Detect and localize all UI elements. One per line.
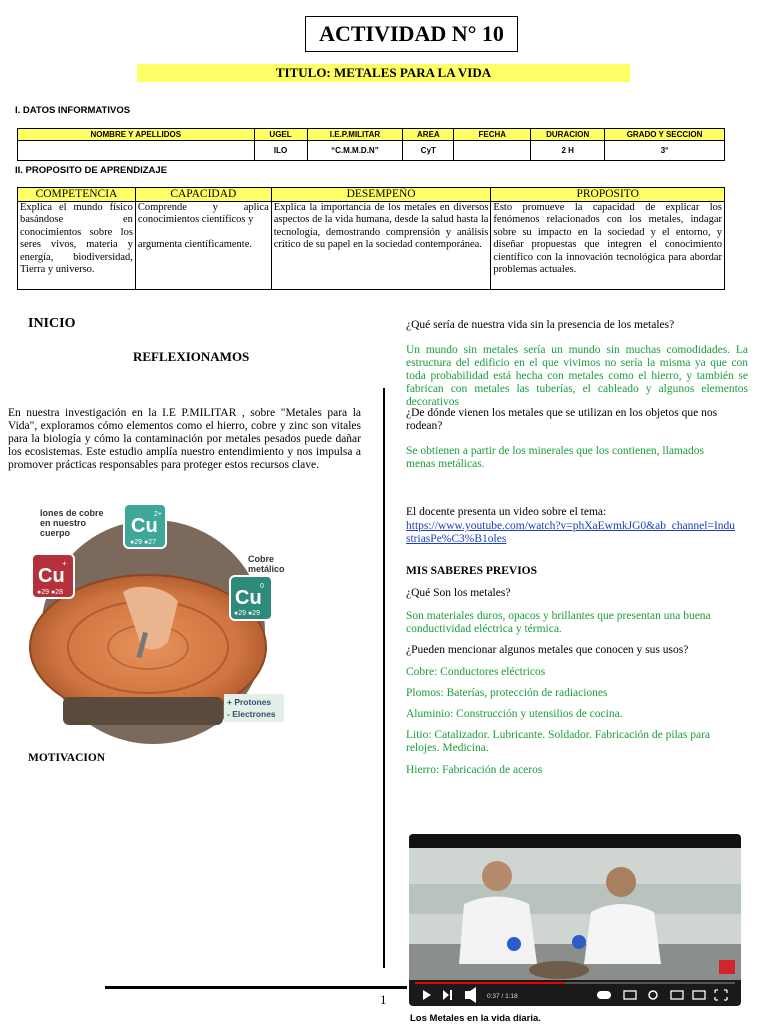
answer-3: Son materiales duros, opacos y brillantes que presentan una buena conductividad eléctrica y térmica.	[406, 610, 711, 635]
info-value-cell: ILO	[254, 141, 307, 161]
intro-paragraph: En nuestra investigación en la I.E P.MILITAR , sobre "Metales para la Vida", exploramos cómo elementos como el hierro, cobre y zinc son vitales para la biología y cómo la contaminación por metales pesados puede dañar los ecosistemas. Este estudio amplía nuestro entendimiento y nos impulsa a promover prácticas responsables para proteger estos recursos clave.	[8, 407, 361, 471]
footer-rule	[105, 986, 407, 989]
info-table-value-row	[18, 141, 725, 161]
motivacion-heading: MOTIVACION	[28, 752, 106, 764]
comp-header-row	[18, 188, 725, 202]
video-link[interactable]: https://www.youtube.com/watch?v=phXaEwmkJG0&ab_channel=IndustriasPe%C3%B1oles	[406, 520, 736, 545]
info-value-cell: 2 H	[531, 141, 605, 161]
info-header-cell: GRADO Y SECCION	[605, 129, 725, 141]
competencias-table	[17, 187, 725, 290]
info-table-header-row	[18, 129, 725, 141]
comp-header-cell: COMPETENCIA	[18, 188, 136, 202]
desempeno-cell: Explica la importancia de los metales en diversos aspectos de la vida humana, desde la salud hasta la tecnología, demostrando comprensión y análisis crítico de su papel en la sociedad contemporánea.	[271, 201, 491, 289]
info-header-cell: I.E.P.MILITAR	[307, 129, 403, 141]
metal-use-item: Cobre: Conductores eléctricos	[406, 666, 546, 678]
inicio-heading: INICIO	[28, 316, 76, 331]
section-datos-heading: I. DATOS INFORMATIVOS	[15, 105, 131, 116]
svg-text:Cu: Cu	[235, 587, 262, 609]
info-header-cell: DURACION	[531, 129, 605, 141]
section-proposito-heading: II. PROPOSITO DE APRENDIZAJE	[15, 165, 168, 176]
info-value-cell: CyT	[403, 141, 454, 161]
svg-text:Cu: Cu	[131, 515, 158, 537]
docente-text: El docente presenta un video sobre el tema:	[406, 506, 607, 518]
svg-text:Iones de cobre: Iones de cobre	[40, 508, 104, 518]
question-2: ¿De dónde vienen los metales que se utilizan en los objetos que nos rodean?	[406, 407, 718, 432]
question-4: ¿Pueden mencionar algunos metales que conocen y sus usos?	[406, 644, 689, 656]
info-table	[17, 128, 725, 161]
metal-use-item: Hierro: Fabricación de aceros	[406, 764, 543, 776]
svg-text:●29 ●28: ●29 ●28	[37, 589, 63, 596]
activity-subtitle: TITULO: METALES PARA LA VIDA	[137, 64, 630, 82]
column-divider	[383, 388, 385, 968]
svg-text:Cobre: Cobre	[248, 554, 275, 564]
saberes-heading: MIS SABERES PREVIOS	[406, 565, 538, 577]
svg-text:Cu: Cu	[38, 565, 65, 587]
svg-text:0: 0	[260, 583, 264, 590]
metal-use-item: Litio: Catalizador. Lubricante. Soldador. Fabricación de pilas para relojes. Medicina.	[406, 729, 711, 754]
video-caption: Los Metales en la vida diaria.	[410, 1013, 541, 1024]
activity-title: ACTIVIDAD N° 10	[305, 16, 518, 52]
page-number: 1	[380, 992, 387, 1007]
svg-text:en nuestro: en nuestro	[40, 518, 87, 528]
reflexionamos-heading: REFLEXIONAMOS	[133, 349, 250, 364]
video-player[interactable]	[409, 834, 741, 1006]
answer-1: Un mundo sin metales sería un mundo sin muchas comodidades. La estructura del edificio en el que vivimos no sería la misma ya que con toda probabilidad está hecha con metales como el hierro, y también se fabrican con metales las tuberías, el cableado y algunos elementos decorativos	[406, 344, 748, 408]
capacidad-text-1: Comprende y aplica conocimientos científicos y	[137, 201, 269, 225]
info-value-cell	[18, 141, 255, 161]
info-value-cell	[454, 141, 531, 161]
comp-header-cell: CAPACIDAD	[135, 188, 271, 202]
svg-text:●29 ●27: ●29 ●27	[130, 539, 156, 546]
answer-2: Se obtienen a partir de los minerales que los contienen, llamados menas metálicas.	[406, 445, 704, 470]
comp-header-cell: DESEMPEÑO	[271, 188, 491, 202]
svg-text:+: +	[62, 559, 67, 568]
svg-text:- Electrones: - Electrones	[227, 709, 276, 719]
capacidad-text-2: argumenta científicamente.	[137, 238, 253, 250]
svg-text:2+: 2+	[154, 511, 162, 518]
info-value-cell: 3°	[605, 141, 725, 161]
info-header-cell: AREA	[403, 129, 454, 141]
video-time: 0:37 / 1:18	[487, 993, 518, 1000]
svg-text:cuerpo: cuerpo	[40, 528, 71, 538]
svg-text:metálico: metálico	[248, 564, 285, 574]
svg-text:●29 ●29: ●29 ●29	[234, 610, 260, 617]
question-3: ¿Qué Son los metales?	[406, 587, 511, 599]
comp-body-row	[18, 201, 725, 289]
svg-text:+ Protones: + Protones	[227, 697, 272, 707]
info-header-cell: UGEL	[254, 129, 307, 141]
proposito-cell: Esto promueve la capacidad de explicar los fenómenos relacionados con los metales, indagar sobre su impacto en la sociedad y el entorno, y diseñar propuestas que integren el conocimiento científico con la innovación tecnológica para abordar problemas actuales.	[491, 201, 725, 289]
info-header-cell: NOMBRE Y APELLIDOS	[18, 129, 255, 141]
capacidad-cell	[135, 201, 271, 289]
question-1: ¿Qué sería de nuestra vida sin la presencia de los metales?	[406, 319, 675, 331]
info-header-cell: FECHA	[454, 129, 531, 141]
comp-header-cell: PROPOSITO	[491, 188, 725, 202]
metal-use-item: Plomos: Baterías, protección de radiaciones	[406, 687, 608, 699]
copper-illustration	[28, 502, 290, 747]
info-value-cell: “C.M.M.D.N”	[307, 141, 403, 161]
competencia-cell: Explica el mundo físico basándose en conocimientos sobre los seres vivos, materia y energía, biodiversidad, Tierra y universo.	[18, 201, 136, 289]
metal-use-item: Aluminio: Construcción y utensilios de cocina.	[406, 708, 623, 720]
